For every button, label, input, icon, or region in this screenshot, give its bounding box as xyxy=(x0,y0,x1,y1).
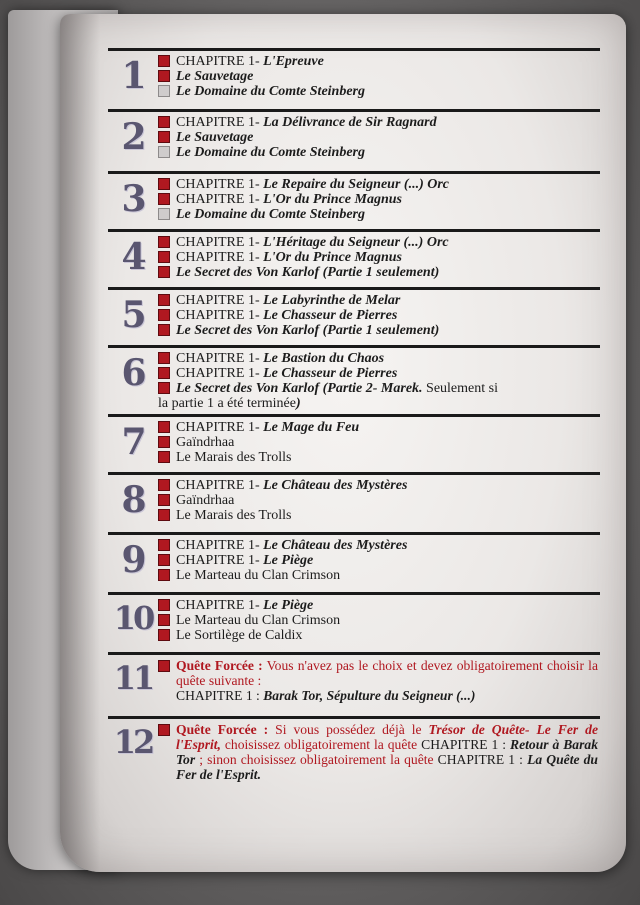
chapter-number: 8 xyxy=(121,479,145,521)
required-checkbox[interactable] xyxy=(158,599,170,611)
chapter-prefix: CHAPITRE 1- xyxy=(176,538,264,553)
quest-title: L'Or du Prince Magnus xyxy=(263,192,402,207)
required-checkbox[interactable] xyxy=(158,569,170,581)
quest-name: Le Sortilège de Caldix xyxy=(176,628,303,643)
chapter-number: 10 xyxy=(113,599,153,637)
quest-title: Le Piège xyxy=(263,598,314,613)
chapter-number: 1 xyxy=(121,55,145,97)
chapter-prefix: CHAPITRE 1 : xyxy=(421,737,507,752)
quest-line xyxy=(158,323,598,338)
chapter-row-2 xyxy=(108,109,600,160)
quest-lines xyxy=(158,54,598,99)
required-checkbox[interactable] xyxy=(158,660,170,672)
required-checkbox[interactable] xyxy=(158,55,170,67)
quest-title: Le Domaine du Comte Steinberg xyxy=(176,84,365,99)
quest-title: La Quête du Fer de l'Esprit. xyxy=(176,752,598,782)
quest-lines xyxy=(158,598,598,643)
quest-lines xyxy=(158,658,598,703)
required-checkbox[interactable] xyxy=(158,421,170,433)
chapter-number: 12 xyxy=(113,723,153,761)
quest-line xyxy=(158,84,598,99)
forced-text: ; sinon choisissez obligatoirement la quête xyxy=(195,752,438,767)
required-checkbox[interactable] xyxy=(158,70,170,82)
required-checkbox[interactable] xyxy=(158,236,170,248)
quest-lines xyxy=(158,420,598,465)
quest-note-close: ) xyxy=(295,396,301,411)
quest-line xyxy=(158,207,598,222)
quest-name: Gaïndrhaa xyxy=(176,493,235,508)
quest-line xyxy=(158,381,598,396)
quest-title: Le Sauvetage xyxy=(176,69,254,84)
chapter-prefix: CHAPITRE 1- xyxy=(176,420,264,435)
chapter-row-12 xyxy=(108,716,600,782)
quest-name: Le Marteau du Clan Crimson xyxy=(176,568,341,583)
chapter-row-5 xyxy=(108,287,600,338)
optional-checkbox[interactable] xyxy=(158,146,170,158)
quest-lines xyxy=(158,115,598,160)
quest-line xyxy=(158,478,598,493)
quest-title: Le Secret des Von Karlof (Partie 1 seulement) xyxy=(176,265,440,280)
quest-note: la partie 1 a été terminée xyxy=(158,396,296,411)
quest-title: Retour à Barak Tor xyxy=(176,737,598,767)
chapter-prefix: CHAPITRE 1- xyxy=(176,553,264,568)
quest-line xyxy=(158,568,598,583)
chapter-prefix: CHAPITRE 1- xyxy=(176,366,264,381)
quest-line xyxy=(158,435,598,450)
quest-title: L'Or du Prince Magnus xyxy=(263,250,402,265)
quest-title: La Délivrance de Sir Ragnard xyxy=(263,115,437,130)
quest-line xyxy=(158,235,598,250)
chapter-prefix: CHAPITRE 1- xyxy=(176,250,264,265)
required-checkbox[interactable] xyxy=(158,629,170,641)
quest-name: Le Marais des Trolls xyxy=(176,508,292,523)
chapter-row-9 xyxy=(108,532,600,583)
quest-line xyxy=(158,396,598,411)
quest-title: Le Bastion du Chaos xyxy=(263,351,385,366)
required-checkbox[interactable] xyxy=(158,367,170,379)
required-checkbox[interactable] xyxy=(158,479,170,491)
quest-title: Le Château des Mystères xyxy=(263,478,408,493)
quest-line xyxy=(158,351,598,366)
chapter-row-8 xyxy=(108,472,600,523)
required-checkbox[interactable] xyxy=(158,116,170,128)
quest-title: Le Labyrinthe de Melar xyxy=(263,293,401,308)
quest-line xyxy=(158,69,598,84)
required-checkbox[interactable] xyxy=(158,309,170,321)
chapter-number: 4 xyxy=(121,236,145,278)
quest-line xyxy=(158,450,598,465)
forced-quest-text xyxy=(158,722,598,782)
quest-line xyxy=(158,628,598,643)
chapter-row-1 xyxy=(108,48,600,99)
quest-line xyxy=(158,508,598,523)
quest-line xyxy=(158,420,598,435)
chapter-prefix: CHAPITRE 1- xyxy=(176,115,264,130)
quest-line xyxy=(158,250,598,265)
spine-shadow xyxy=(60,14,100,872)
required-checkbox[interactable] xyxy=(158,614,170,626)
quest-line xyxy=(158,308,598,323)
quest-lines xyxy=(158,177,598,222)
forced-label: Quête Forcée : xyxy=(176,658,263,673)
quest-lines xyxy=(158,538,598,583)
quest-title: Le Secret des Von Karlof (Partie 2- Marek. xyxy=(176,381,423,396)
forced-quest-text xyxy=(158,658,598,703)
required-checkbox[interactable] xyxy=(158,539,170,551)
required-checkbox[interactable] xyxy=(158,436,170,448)
quest-lines xyxy=(158,351,598,411)
quest-line xyxy=(158,54,598,69)
quest-line xyxy=(158,115,598,130)
required-checkbox[interactable] xyxy=(158,294,170,306)
quest-title: Barak Tor, Sépulture du Seigneur (...) xyxy=(259,688,476,703)
quest-title: Le Mage du Feu xyxy=(263,420,360,435)
quest-title: Le Sauvetage xyxy=(176,130,254,145)
required-checkbox[interactable] xyxy=(158,382,170,394)
required-checkbox[interactable] xyxy=(158,352,170,364)
chapter-row-10 xyxy=(108,592,600,643)
chapter-prefix: CHAPITRE 1- xyxy=(176,293,264,308)
forced-label: Quête Forcée : xyxy=(176,722,269,737)
required-checkbox[interactable] xyxy=(158,251,170,263)
required-checkbox[interactable] xyxy=(158,131,170,143)
chapter-row-4 xyxy=(108,229,600,280)
quest-name: Le Marteau du Clan Crimson xyxy=(176,613,341,628)
chapter-prefix: CHAPITRE 1- xyxy=(176,308,264,323)
quest-line xyxy=(158,366,598,381)
quest-title: Le Piège xyxy=(263,553,314,568)
chapter-number: 9 xyxy=(121,539,145,581)
chapter-row-6 xyxy=(108,345,600,411)
optional-checkbox[interactable] xyxy=(158,85,170,97)
required-checkbox[interactable] xyxy=(158,324,170,336)
chapter-prefix: CHAPITRE 1- xyxy=(176,192,264,207)
required-checkbox[interactable] xyxy=(158,193,170,205)
quest-line xyxy=(158,553,598,568)
chapter-number: 3 xyxy=(121,178,145,220)
chapter-row-7 xyxy=(108,414,600,465)
chapter-prefix: CHAPITRE 1- xyxy=(176,54,264,69)
quest-line xyxy=(158,613,598,628)
quest-title: Le Chasseur de Pierres xyxy=(263,308,398,323)
chapter-prefix: CHAPITRE 1- xyxy=(176,235,264,250)
treasure-name: Trésor de Quête- Le Fer de l'Esprit, xyxy=(176,722,598,752)
quest-lines xyxy=(158,235,598,280)
optional-checkbox[interactable] xyxy=(158,208,170,220)
chapter-prefix: CHAPITRE 1- xyxy=(176,177,264,192)
quest-line xyxy=(158,177,598,192)
chapter-number: 5 xyxy=(121,294,145,336)
chapter-prefix: CHAPITRE 1- xyxy=(176,598,264,613)
quest-line xyxy=(158,265,598,280)
quest-title: Le Secret des Von Karlof (Partie 1 seulement) xyxy=(176,323,440,338)
quest-line xyxy=(158,598,598,613)
quest-title: Le Château des Mystères xyxy=(263,538,408,553)
required-checkbox[interactable] xyxy=(158,451,170,463)
chapter-number: 7 xyxy=(121,421,145,463)
quest-title: L'Epreuve xyxy=(263,54,324,69)
required-checkbox[interactable] xyxy=(158,509,170,521)
quest-title: Le Chasseur de Pierres xyxy=(263,366,398,381)
quest-title: Le Repaire du Seigneur (...) Orc xyxy=(263,177,450,192)
quest-lines xyxy=(158,722,598,782)
forced-text: Si vous possédez déjà le xyxy=(268,722,429,737)
chapter-number: 11 xyxy=(113,659,153,697)
chapter-prefix: CHAPITRE 1- xyxy=(176,351,264,366)
forced-text: choisissez obligatoirement la quête xyxy=(220,737,422,752)
quest-line xyxy=(158,293,598,308)
quest-line xyxy=(158,145,598,160)
quest-lines xyxy=(158,478,598,523)
quest-line xyxy=(158,538,598,553)
chapter-prefix: CHAPITRE 1 : xyxy=(437,752,523,767)
chapter-number: 2 xyxy=(121,116,145,158)
quest-note: Seulement si xyxy=(422,381,498,396)
quest-title: Le Domaine du Comte Steinberg xyxy=(176,145,365,160)
quest-line xyxy=(158,192,598,207)
required-checkbox[interactable] xyxy=(158,724,170,736)
chapter-prefix: CHAPITRE 1- xyxy=(176,478,264,493)
quest-name: Gaïndrhaa xyxy=(176,435,235,450)
chapter-number: 6 xyxy=(121,352,145,394)
chapter-row-11 xyxy=(108,652,600,703)
quest-lines xyxy=(158,293,598,338)
quest-line xyxy=(158,493,598,508)
quest-name: Le Marais des Trolls xyxy=(176,450,292,465)
quest-line xyxy=(158,130,598,145)
required-checkbox[interactable] xyxy=(158,494,170,506)
forced-text: Vous n'avez pas le choix et devez obligatoirement choisir la quête suivante : xyxy=(176,658,598,688)
chapter-row-3 xyxy=(108,171,600,222)
chapter-prefix: CHAPITRE 1 : xyxy=(176,688,260,703)
quest-title: L'Héritage du Seigneur (...) Orc xyxy=(263,235,449,250)
required-checkbox[interactable] xyxy=(158,178,170,190)
required-checkbox[interactable] xyxy=(158,266,170,278)
required-checkbox[interactable] xyxy=(158,554,170,566)
quest-title: Le Domaine du Comte Steinberg xyxy=(176,207,365,222)
